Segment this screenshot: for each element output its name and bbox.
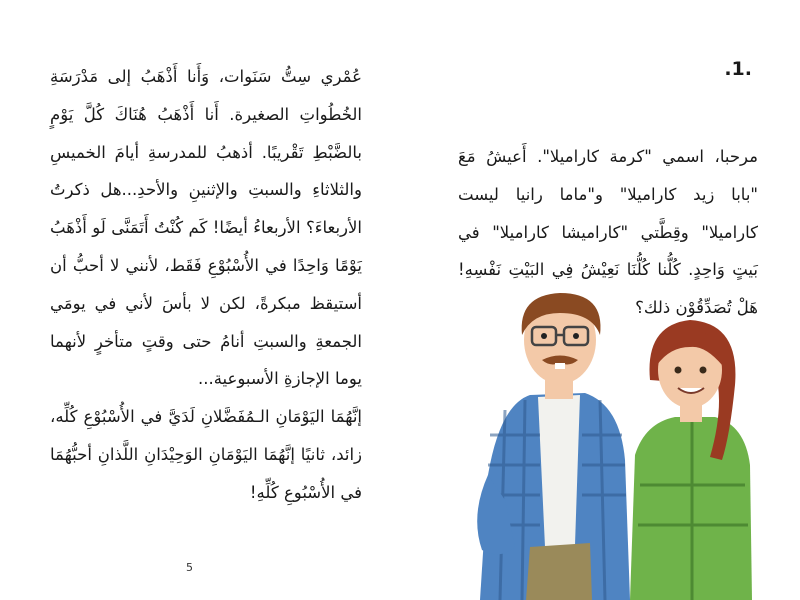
left-paragraph-2: إنَّهُمَا اليَوْمَانِ الـمُفَضَّلانِ لَدَيَّ في الأُسْبُوْعِ كُلِّه، زائد، ثانيًا إنَّهُمَا اليَوْمَانِ الوَحِيْدَانِ اللَّذانِ أحبُّهُمَا في الأُسْبُوعِ كُلِّهِ!: [50, 407, 362, 502]
father-figure: [477, 293, 630, 600]
page-number-left: 5: [186, 561, 193, 574]
father-teeth: [555, 363, 565, 369]
girl-figure: [630, 320, 752, 600]
father-and-daughter-illustration: [460, 285, 760, 600]
chapter-number: .1.: [724, 58, 752, 80]
father-undershirt: [538, 395, 580, 547]
right-paragraph: مرحبا، اسمي "كرمة كاراميلا". أَعيشُ مَعَ "بابا زيد كاراميلا" و"ماما رانيا ليست كاراميلا" وقِطَّتي "كاراميشا كاراميلا" في بَيتٍ وَاحِدٍ. كُلُّنا كُلُّنَا نَعِيْشُ فِي البَيْتِ نَفْسِهِ! هَلْ تُصَدِّقُوْن ذلك؟: [458, 147, 758, 318]
left-page-text: [50, 58, 362, 512]
left-paragraph-1: عُمْري سِتُّ سَنَوات، وَأَنا أَذْهَبُ إلى مَدْرَسَةِ الخُطُواتِ الصغيرة. أَنا أَذْهَبُ هُنَاكَ كُلَّ يَوْمٍ بالضَّبْطِ تَقْريبًا. أذهبُ للمدرسةِ أيامَ الخميسِ والثلاثاءِ والسبتِ والإثنينِ والأحدِ...هل ذكرتُ الأربعاءَ؟ الأربعاءُ أيضًا! كَم كُنْتُ أَتَمَنَّى لَو أَذْهَبُ يَوْمًا وَاحِدًا في الأُسْبُوْعِ فَقَط، لأنني لا أحبُّ أن أستيقظ مبكرةً، لكن لا بأسَ لأني في يومَي الجمعةِ والسبتِ أنامُ حتى وقتٍ متأخرٍ لأنهما يوما الإجازةِ الأسبوعية...: [50, 67, 362, 389]
father-eye-right: [573, 333, 579, 339]
father-eye-left: [541, 333, 547, 339]
girl-eye-right: [700, 367, 707, 374]
girl-eye-left: [675, 367, 682, 374]
father-pants: [526, 543, 592, 600]
